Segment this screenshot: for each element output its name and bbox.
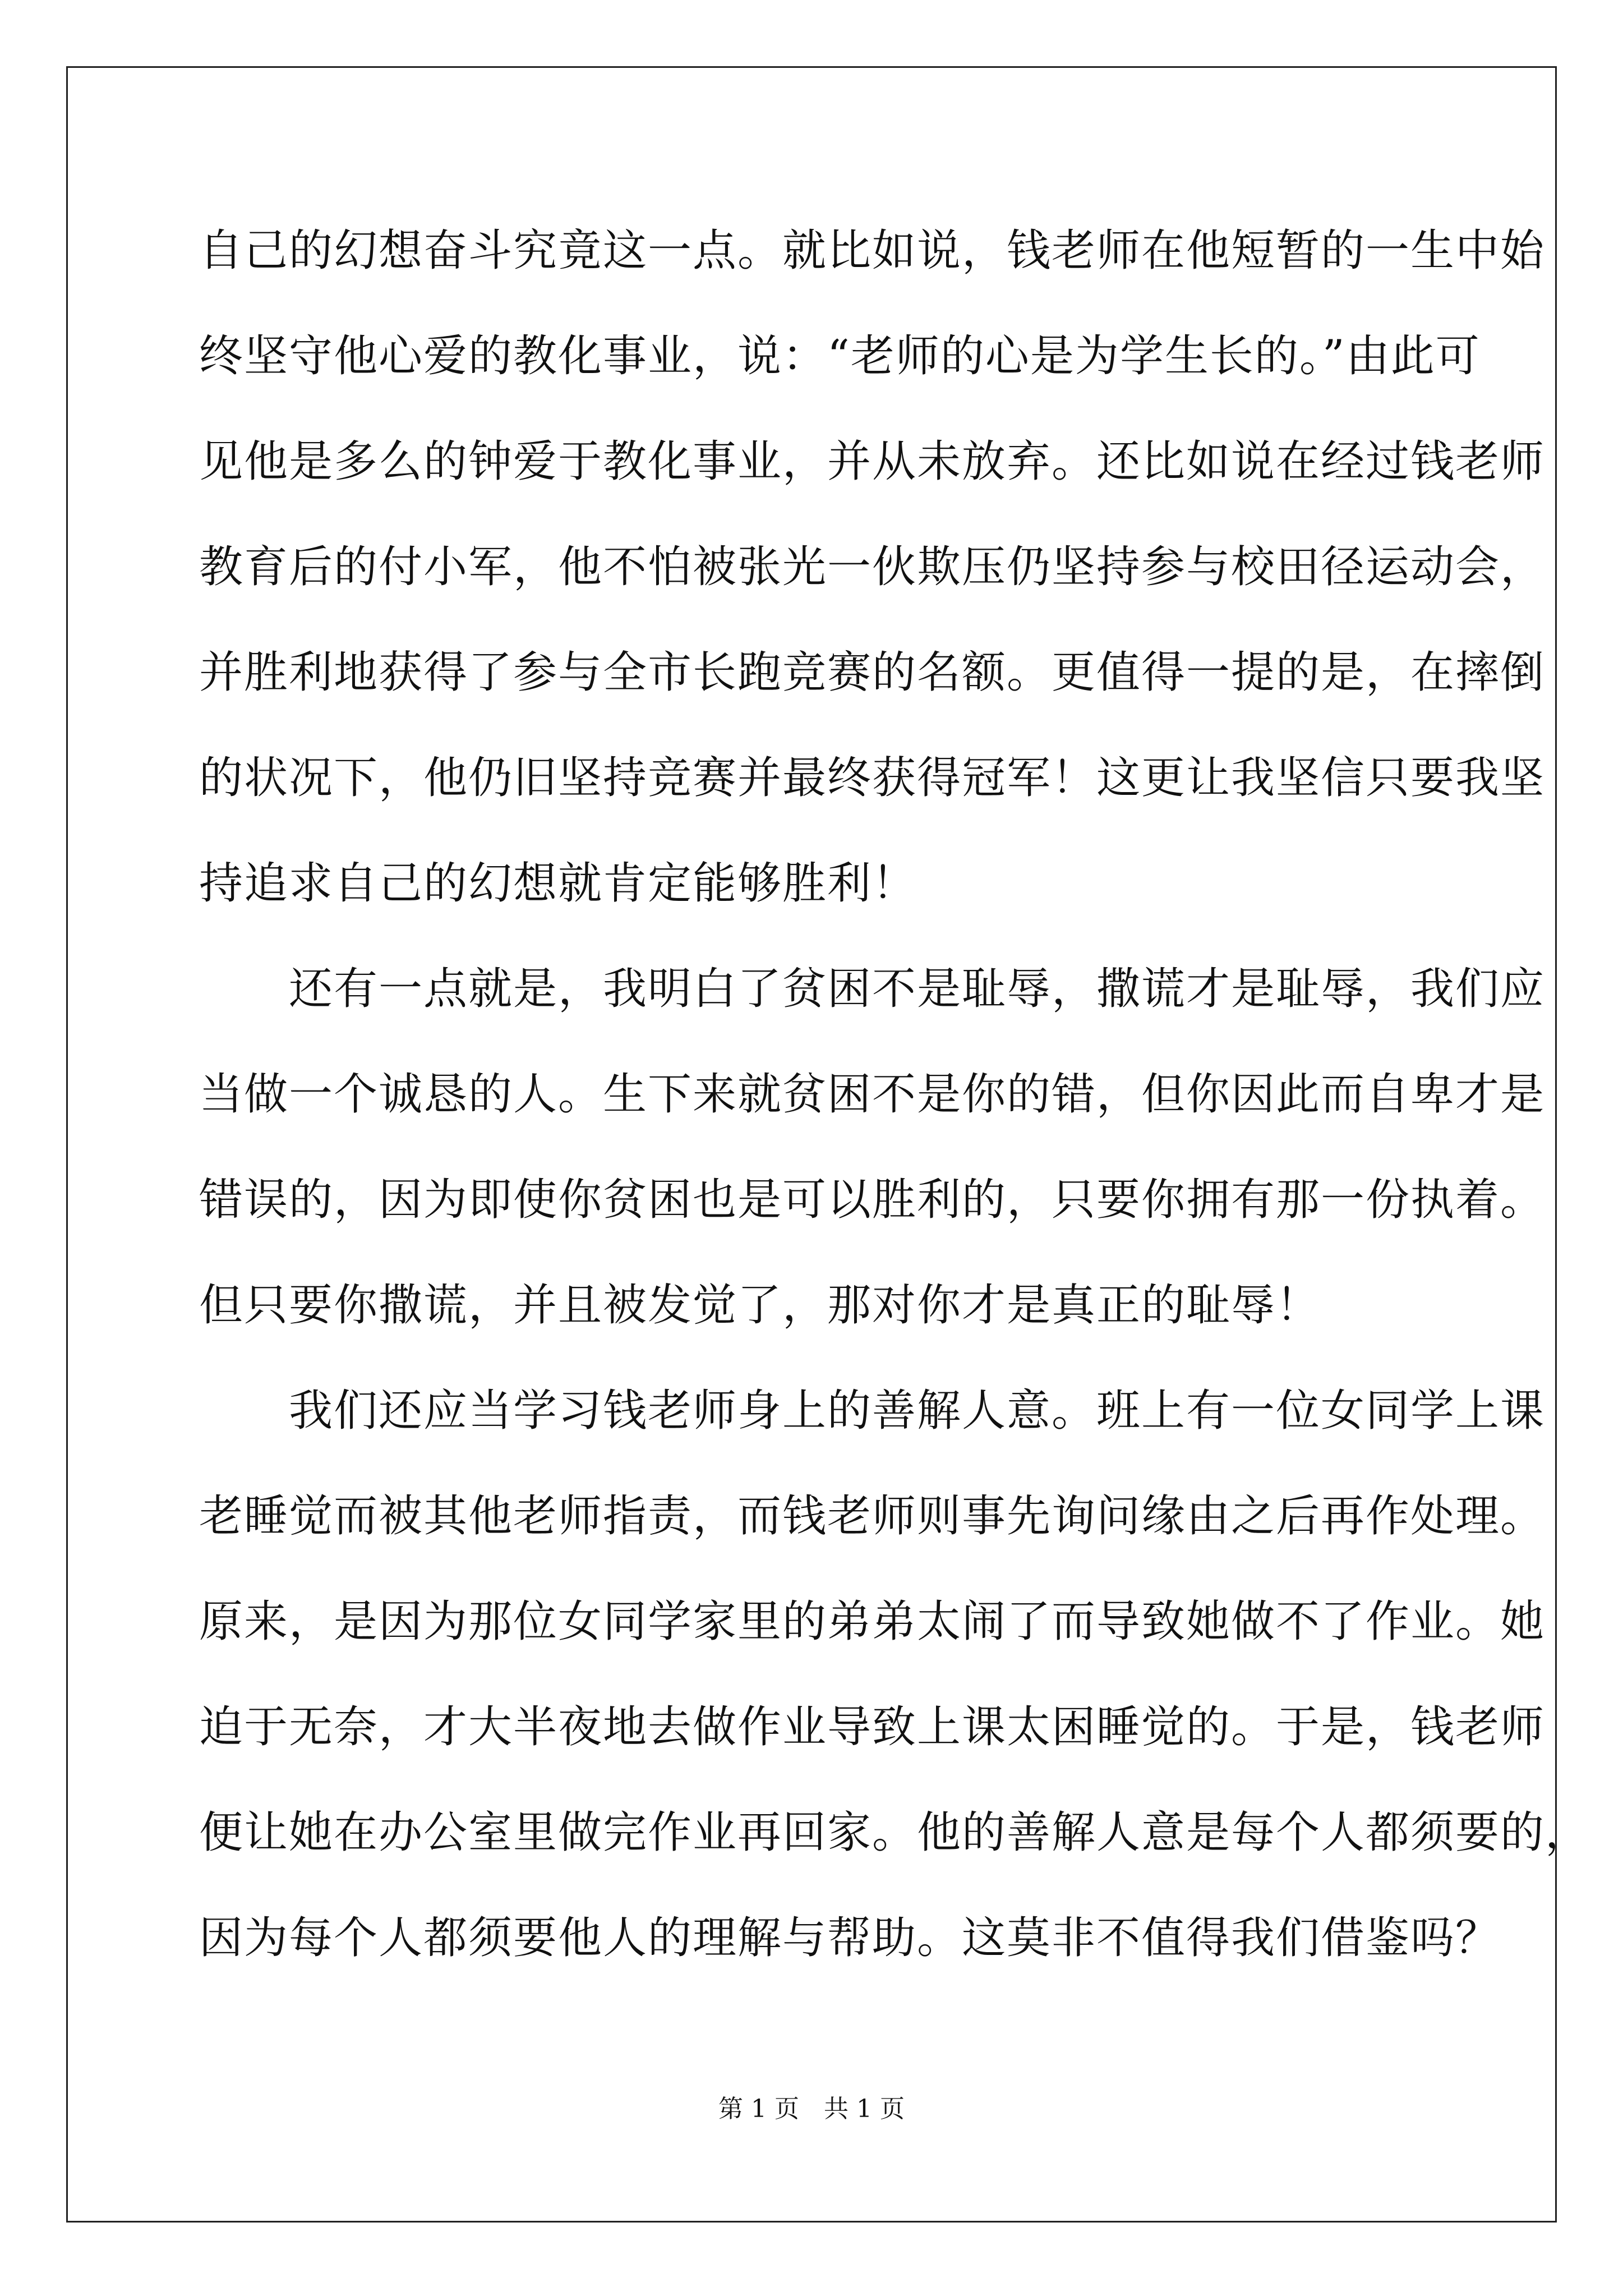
text-line-17: 因为每个人都须要他人的理解与帮助。这莫非不值得我们借鉴吗？: [199, 1913, 1501, 1963]
text-line-13: 老睡觉而被其他老师指责，而钱老师则事先询问缘由之后再作处理。: [199, 1491, 1546, 1542]
text-line-9: 当做一个诚恳的人。生下来就贫困不是你的错，但你因此而自卑才是: [199, 1069, 1546, 1120]
text-line-6: 的状况下，他仍旧坚持竞赛并最终获得冠军！这更让我坚信只要我坚: [199, 753, 1546, 803]
text-line-5: 并胜利地获得了参与全市长跑竞赛的名额。更值得一提的是，在摔倒: [199, 647, 1546, 698]
text-line-2: 终坚守他心爱的教化事业，说：“老师的心是为学生长的。”由此可: [199, 331, 1481, 381]
text-line-3: 见他是多么的钟爱于教化事业，并从未放弃。还比如说在经过钱老师: [199, 436, 1546, 487]
text-line-8: 还有一点就是，我明白了贫困不是耻辱，撒谎才是耻辱，我们应: [199, 964, 1546, 1014]
text-line-16: 便让她在办公室里做完作业再回家。他的善解人意是每个人都须要的，: [199, 1807, 1590, 1858]
text-line-4: 教育后的付小军，他不怕被张光一伙欺压仍坚持参与校田径运动会，: [199, 542, 1546, 592]
page-footer: 第 1 页 共 1 页: [718, 2095, 905, 2123]
text-line-11: 但只要你撒谎，并且被发觉了，那对你才是真正的耻辱！: [199, 1280, 1321, 1331]
text-line-14: 原来，是因为那位女同学家里的弟弟太闹了而导致她做不了作业。她: [199, 1596, 1546, 1647]
text-line-12: 我们还应当学习钱老师身上的善解人意。班上有一位女同学上课: [199, 1386, 1546, 1436]
text-line-7: 持追求自己的幻想就肯定能够胜利！: [199, 858, 917, 909]
text-line-10: 错误的，因为即使你贫困也是可以胜利的，只要你拥有那一份执着。: [199, 1175, 1546, 1225]
document-body: [199, 222, 1590, 2014]
text-line-1: 自己的幻想奋斗究竟这一点。就比如说，钱老师在他短暂的一生中始: [199, 226, 1546, 276]
text-line-15: 迫于无奈，才大半夜地去做作业导致上课太困睡觉的。于是，钱老师: [199, 1702, 1546, 1752]
